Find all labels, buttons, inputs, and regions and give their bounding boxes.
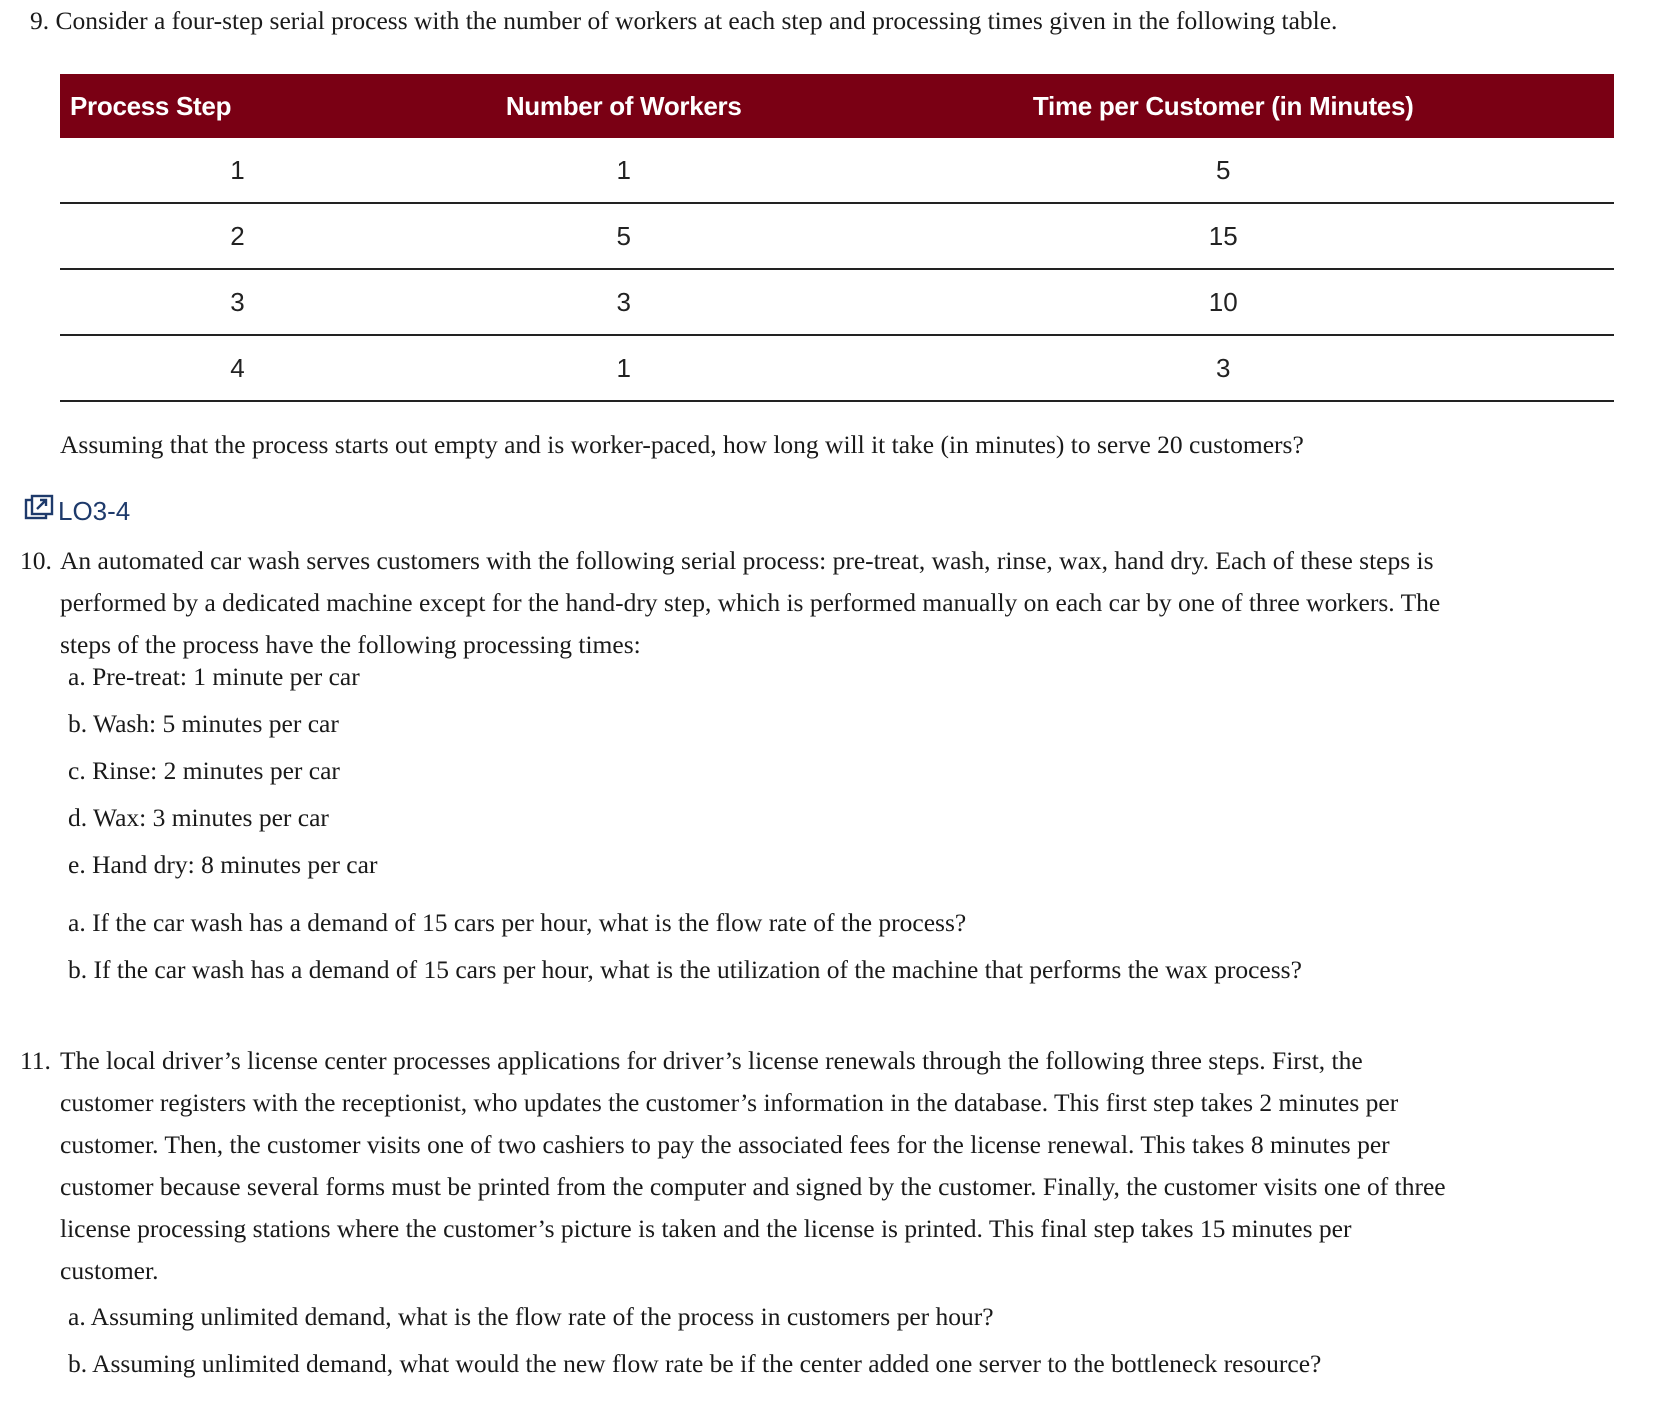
- q10-step-a: a. Pre-treat: 1 minute per car: [68, 662, 360, 691]
- table-row: [60, 269, 1614, 335]
- q11-line: customer. Then, the customer visits one of two cashiers to pay the associated fees for the license renewal. This takes 8 minutes per: [60, 1130, 1390, 1159]
- cell-workers: 1: [415, 138, 832, 203]
- q10-step-e: e. Hand dry: 8 minutes per car: [68, 850, 378, 879]
- cell-step: 3: [60, 269, 415, 335]
- q10-question-a: a. If the car wash has a demand of 15 cars per hour, what is the flow rate of the process?: [68, 908, 967, 937]
- q11-number: 11.: [20, 1046, 51, 1075]
- q10-step-b: b. Wash: 5 minutes per car: [68, 709, 339, 738]
- external-link-icon: [24, 494, 58, 529]
- q11-line: customer because several forms must be printed from the computer and signed by the customer. Finally, the customer visits one of three: [60, 1172, 1446, 1201]
- q10-step-c: c. Rinse: 2 minutes per car: [68, 756, 340, 785]
- q11-question-b: b. Assuming unlimited demand, what would the new flow rate be if the center added one server to the bottleneck resource?: [68, 1349, 1322, 1378]
- table-header-row: [60, 74, 1614, 138]
- process-table: [60, 74, 1614, 402]
- lo-badge-link[interactable]: [24, 494, 130, 529]
- q10-line: performed by a dedicated machine except for the hand-dry step, which is performed manually on each car by one of three workers. The: [60, 588, 1441, 617]
- cell-step: 1: [60, 138, 415, 203]
- lo-badge-label: LO3-4: [58, 496, 131, 526]
- table-row: [60, 138, 1614, 203]
- q9-intro: [30, 0, 1337, 42]
- q11-line: customer registers with the receptionist, who updates the customer’s information in the database. This first step takes 2 minutes per: [60, 1088, 1399, 1117]
- header-process-step: Process Step: [60, 74, 415, 138]
- q9-number: 9.: [30, 6, 50, 35]
- q10-body: [20, 540, 1620, 666]
- cell-step: 2: [60, 203, 415, 269]
- q10-line: steps of the process have the following processing times:: [60, 630, 641, 659]
- cell-workers: 1: [415, 335, 832, 401]
- header-time-per-customer: Time per Customer (in Minutes): [832, 74, 1614, 138]
- q9-question: Assuming that the process starts out empty and is worker-paced, how long will it take (in minutes) to serve 20 customers?: [60, 430, 1304, 459]
- q10-number: 10.: [20, 546, 52, 575]
- table-row: [60, 335, 1614, 401]
- q11-line: The local driver’s license center processes applications for driver’s license renewals through the following three steps. First, the: [60, 1046, 1363, 1075]
- q11-line: license processing stations where the customer’s picture is taken and the license is printed. This final step takes 15 minutes per: [60, 1214, 1352, 1243]
- q10-line: An automated car wash serves customers with the following serial process: pre-treat, wash, rinse, wax, hand dry. Each of these steps is: [60, 546, 1434, 575]
- q10-step-d: d. Wax: 3 minutes per car: [68, 803, 329, 832]
- q11-question-a: a. Assuming unlimited demand, what is the flow rate of the process in customers per hour?: [68, 1302, 994, 1331]
- cell-step: 4: [60, 335, 415, 401]
- cell-time: 3: [832, 335, 1614, 401]
- cell-time: 10: [832, 269, 1614, 335]
- cell-workers: 5: [415, 203, 832, 269]
- q9-text: Consider a four-step serial process with the number of workers at each step and processing times given in the following table.: [55, 6, 1338, 35]
- cell-workers: 3: [415, 269, 832, 335]
- table-row: [60, 203, 1614, 269]
- header-number-of-workers: Number of Workers: [415, 74, 832, 138]
- cell-time: 5: [832, 138, 1614, 203]
- cell-time: 15: [832, 203, 1614, 269]
- q11-body: [20, 1040, 1620, 1292]
- q10-question-b: b. If the car wash has a demand of 15 cars per hour, what is the utilization of the machine that performs the wax process?: [68, 955, 1302, 984]
- q11-line: customer.: [60, 1256, 159, 1285]
